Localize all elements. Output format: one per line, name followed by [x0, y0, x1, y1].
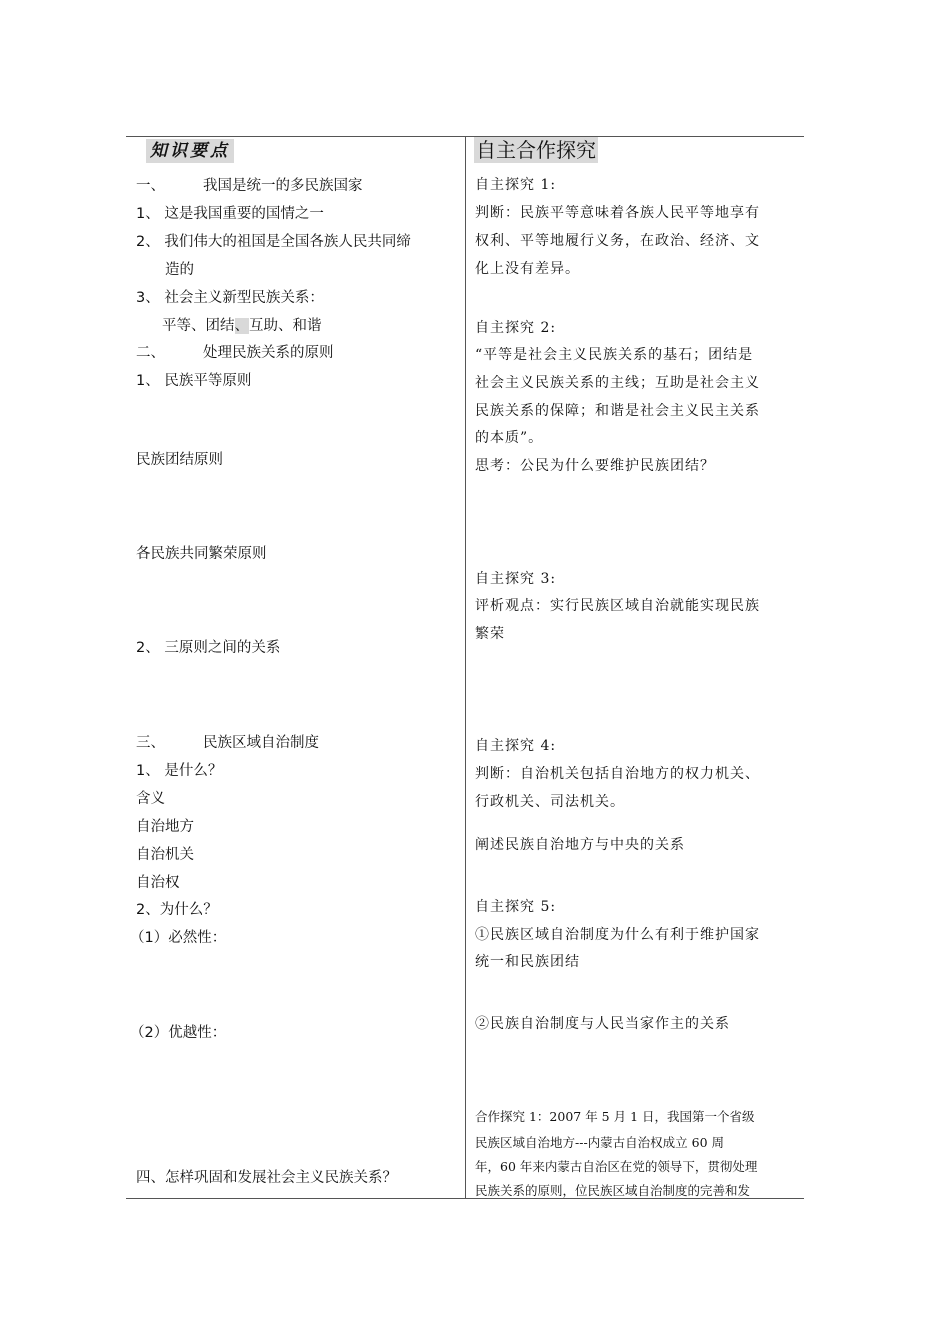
section-1-item-3-detail	[162, 316, 322, 336]
section-2-title: 处理民族关系的原则	[203, 345, 334, 361]
cooperation-1-line-1: 合作探究 1：2007 年 5 月 1 日，我国第一个省级	[475, 1109, 755, 1124]
relation-terms-b: 互助、和谐	[249, 318, 322, 334]
exploration-1-line-2: 权利、平等地履行义务，在政治、经济、文	[475, 233, 760, 249]
exploration-2-line-1: “平等是社会主义民族关系的基石；团结是	[475, 347, 754, 363]
exploration-2-think: 思考：公民为什么要维护民族团结？	[475, 458, 715, 474]
section-3-autonomous-right: 自治权	[136, 875, 180, 891]
section-2-item-1: 1、 民族平等原则	[136, 373, 252, 389]
section-3-autonomous-place: 自治地方	[136, 819, 194, 835]
section-1-item-2-line-1: 2、 我们伟大的祖国是全国各族人民共同缔	[136, 234, 411, 250]
section-2-prosperity: 各民族共同繁荣原则	[136, 546, 267, 562]
section-2-item-2: 2、 三原则之间的关系	[136, 640, 281, 656]
exploration-2-title: 自主探究 2:	[475, 320, 557, 336]
section-3-title: 民族区域自治制度	[203, 735, 319, 751]
section-1-title: 我国是统一的多民族国家	[203, 178, 363, 194]
exploration-5-title: 自主探究 5:	[475, 899, 557, 915]
exploration-4-line-1: 判断：自治机关包括自治地方的权力机关、	[475, 766, 760, 782]
section-3-number: 三、	[136, 735, 165, 751]
section-4-title: 四、怎样巩固和发展社会主义民族关系？	[136, 1170, 397, 1186]
section-3-autonomous-organ: 自治机关	[136, 847, 194, 863]
exploration-1-line-3: 化上没有差异。	[475, 261, 580, 277]
section-2-number: 二、	[136, 345, 165, 361]
inquiry-heading: 自主合作探究	[476, 138, 596, 162]
section-1-item-1: 1、 这是我国重要的国情之一	[136, 206, 324, 222]
exploration-4-line-2: 行政机关、司法机关。	[475, 794, 625, 810]
section-3-question-1: 1、 是什么？	[136, 763, 223, 779]
column-divider	[465, 137, 466, 1198]
section-3-question-2: 2、为什么？	[136, 902, 218, 918]
section-3-necessity: （1）必然性：	[130, 930, 227, 946]
exploration-5-line-3: ②民族自治制度与人民当家作主的关系	[475, 1016, 730, 1032]
exploration-3-line-1: 评析观点：实行民族区域自治就能实现民族	[475, 598, 760, 614]
cooperation-1-line-3: 年，60 年来内蒙古自治区在党的领导下，贯彻处理	[475, 1159, 758, 1174]
section-1-number: 一、	[136, 178, 165, 194]
exploration-1-line-1: 判断：民族平等意味着各族人民平等地享有	[475, 205, 760, 221]
exploration-2-line-2: 社会主义民族关系的主线；互助是社会主义	[475, 375, 760, 391]
section-1-item-3: 3、 社会主义新型民族关系：	[136, 290, 324, 306]
knowledge-points-heading: 知识要点	[146, 139, 234, 163]
relation-terms-separator: 、	[234, 318, 249, 334]
exploration-2-line-4: 的本质”。	[475, 430, 544, 446]
exploration-3-line-2: 繁荣	[475, 626, 505, 642]
exploration-5-line-2: 统一和民族团结	[475, 954, 580, 970]
cooperation-1-line-2: 民族区域自治地方---内蒙古自治权成立 60 周	[475, 1135, 725, 1150]
section-1-item-2-line-2: 造的	[165, 262, 194, 278]
cooperation-1-line-4: 民族关系的原则，位民族区域自治制度的完善和发	[475, 1183, 751, 1198]
relation-terms-a: 平等、团结	[162, 318, 235, 334]
exploration-4-title: 自主探究 4:	[475, 738, 557, 754]
exploration-5-line-1: ①民族区域自治制度为什么有利于维护国家	[475, 927, 760, 943]
exploration-4-line-3: 阐述民族自治地方与中央的关系	[475, 837, 685, 853]
exploration-1-title: 自主探究 1:	[475, 177, 557, 193]
section-3-meaning: 含义	[136, 791, 165, 807]
exploration-2-line-3: 民族关系的保障；和谐是社会主义民主关系	[475, 403, 760, 419]
section-3-superiority: （2）优越性：	[130, 1025, 227, 1041]
section-2-unity: 民族团结原则	[136, 452, 223, 468]
exploration-3-title: 自主探究 3:	[475, 571, 557, 587]
